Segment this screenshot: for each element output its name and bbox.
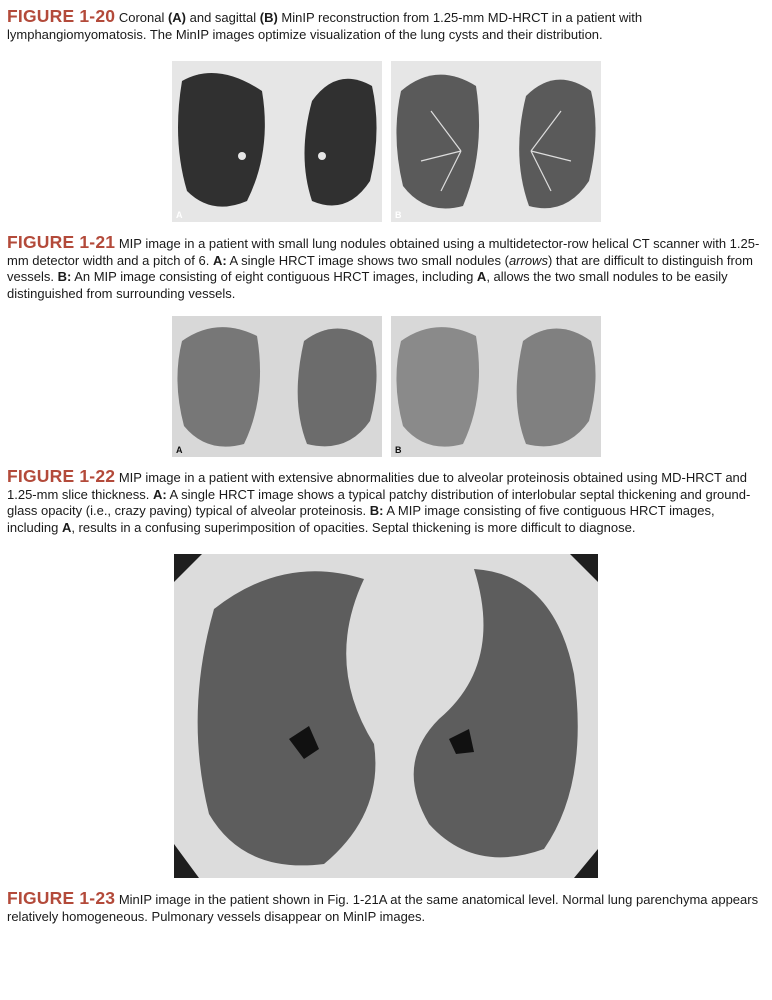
figure-number: FIGURE 1-20: [7, 6, 116, 26]
caption-fig-1-22: [7, 468, 767, 536]
caption-text: (B): [259, 10, 278, 25]
ct-image-1-20a: [172, 61, 382, 222]
ct-lungs-graphic: [174, 554, 598, 878]
ct-image-1-21b: [391, 316, 601, 457]
caption-text: MinIP reconstruction from 1.25-mm MD-HRCT in a patient with lymphangiomyomatosis. The MinIP images optimize visualization of the lung cysts and their distribution.: [7, 10, 643, 42]
caption-fig-1-20: [7, 8, 767, 43]
ct-image-1-23: [174, 554, 598, 878]
caption-text: Coronal: [118, 10, 168, 25]
caption-fig-1-21: [7, 234, 767, 302]
caption-text: MIP image in a patient with extensive abnormalities due to alveolar proteinosis obtained using MD-HRCT and 1.25-mm slice thickness.: [7, 470, 748, 502]
caption-text: A: [476, 269, 487, 284]
caption-text: A:: [152, 486, 167, 502]
caption-text: An MIP image consisting of eight contiguous HRCT images, including: [71, 269, 477, 284]
ct-lungs-graphic: [172, 61, 382, 222]
caption-text: MIP image in a patient with small lung nodules obtained using a multidetector-row helical CT scanner with 1.25-mm detector width and a pitch of 6.: [7, 236, 760, 268]
caption-text: arrows: [508, 252, 548, 268]
caption-text: A single HRCT image shows a typical patchy distribution of interlobular septal thickening and ground-glass opacity (i.e., crazy paving) typical of alveolar proteinosis.: [7, 486, 751, 518]
ct-lungs-graphic: [391, 61, 601, 222]
ct-lungs-graphic: [172, 316, 382, 457]
panel-label: A: [176, 210, 183, 220]
caption-text: A single HRCT image shows two small nodules (: [226, 252, 509, 268]
figure-number: FIGURE 1-23: [7, 888, 116, 908]
panel-label: B: [395, 445, 402, 455]
caption-text: A MIP image consisting of five contiguous HRCT images, including: [7, 503, 715, 535]
figure-number: FIGURE 1-22: [7, 466, 116, 486]
caption-fig-1-23: [7, 890, 767, 925]
caption-text: and sagittal: [186, 10, 260, 25]
figure-number: FIGURE 1-21: [7, 232, 116, 252]
caption-text: (A): [167, 10, 187, 25]
ct-image-1-20b: [391, 61, 601, 222]
caption-text: , results in a confusing superimposition of opacities. Septal thickening is more difficult to diagnose.: [71, 519, 636, 535]
panel-label: B: [395, 210, 402, 220]
ct-lungs-graphic: [391, 316, 601, 457]
ct-image-1-21a: [172, 316, 382, 457]
caption-text: ) that are difficult to distinguish from vessels.: [7, 252, 753, 284]
caption-text: B:: [369, 503, 384, 518]
caption-text: , allows the two small nodules to be easily distinguished from surrounding vessels.: [7, 269, 728, 301]
caption-text: B:: [57, 269, 72, 284]
caption-text: A: [61, 519, 72, 535]
caption-text: MinIP image in the patient shown in Fig. 1-21A at the same anatomical level. Normal lung parenchyma appears relatively homogeneous. Pulmonary vessels disappear on MinIP images.: [7, 892, 759, 924]
caption-text: A:: [212, 252, 227, 268]
panel-label: A: [176, 445, 183, 455]
